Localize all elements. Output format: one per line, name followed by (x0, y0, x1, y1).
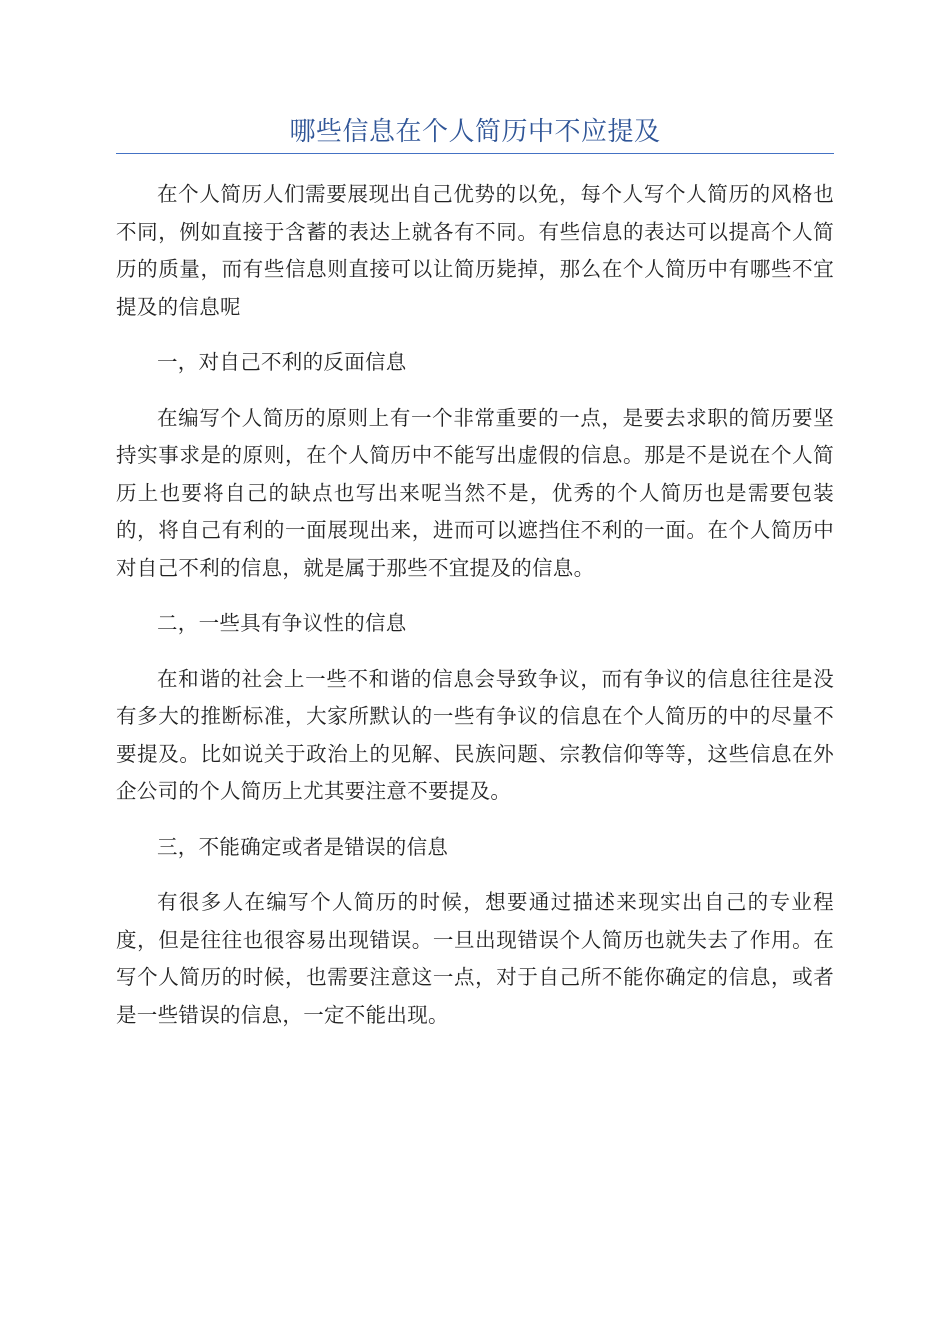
section-body-1: 在编写个人简历的原则上有一个非常重要的一点，是要去求职的简历要坚持实事求是的原则，在个人简历中不能写出虚假的信息。那是不是说在个人简历上也要将自己的缺点也写出来呢当然不是，优秀的个人简历也是需要包装的，将自己有利的一面展现出来，进而可以遮挡住不利的一面。在个人简历中对自己不利的信息，就是属于那些不宜提及的信息。 (116, 405, 834, 580)
document-title: 哪些信息在个人简历中不应提及 (289, 117, 661, 147)
section-heading-2: 二，一些具有争议性的信息 (157, 611, 407, 635)
document-body (116, 176, 834, 1052)
section-heading-3: 三，不能确定或者是错误的信息 (157, 834, 449, 859)
section-body-3: 有很多人在编写个人简历的时候，想要通过描述来现实出自己的专业程度，但是往往也很容易出现错误。一旦出现错误个人简历也就失去了作用。在写个人简历的时候，也需要注意这一点，对于自己所不能你确定的信息，或者是一些错误的信息，一定不能出现。 (116, 890, 834, 1027)
section-body-2: 在和谐的社会上一些不和谐的信息会导致争议，而有争议的信息往往是没有多大的推断标准，大家所默认的一些有争议的信息在个人简历的中的尽量不要提及。比如说关于政治上的见解、民族问题、宗教信仰等等，这些信息在外企公司的个人简历上尤其要注意不要提及。 (116, 666, 834, 803)
section-heading-1: 一，对自己不利的反面信息 (157, 350, 407, 374)
title-underline (116, 153, 834, 154)
intro-paragraph: 在个人简历人们需要展现出自己优势的以免，每个人写个人简历的风格也不同，例如直接于含蓄的表达上就各有不同。有些信息的表达可以提高个人简历的质量，而有些信息则直接可以让简历毙掉，那么在个人简历中有哪些不宜提及的信息呢 (116, 182, 834, 319)
